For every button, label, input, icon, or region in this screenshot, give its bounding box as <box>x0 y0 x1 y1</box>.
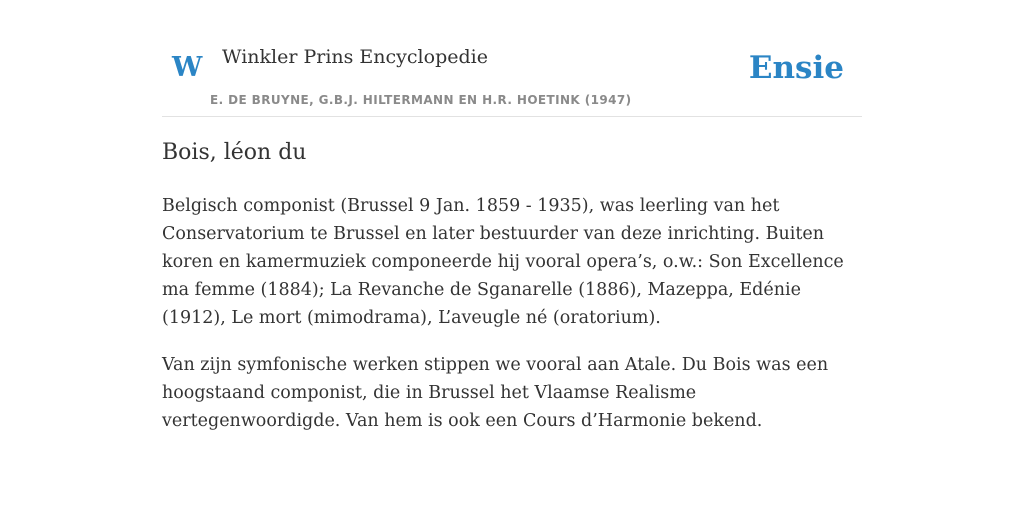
source-logo: W <box>172 52 203 83</box>
entry-body <box>162 192 862 454</box>
ensie-logo-link[interactable]: Ensie <box>748 50 844 86</box>
source-authors: E. DE BRUYNE, G.B.J. HILTERMANN EN H.R. HOETINK (1947) <box>210 93 632 107</box>
entry-paragraph: Belgisch componist (Brussel 9 Jan. 1859 - 1935), was leerling van het Conservatorium te Brussel en later bestuurder van deze inrichting. Buiten koren en kamermuziek componeerde hij vooral opera’s, o.w.: Son Excellence ma femme (1884); La Revanche de Sganarelle (1886), Mazeppa, Edénie (1912), Le mort (mimodrama), L’aveugle né (oratorium). <box>162 196 844 328</box>
source-title-link[interactable]: Winkler Prins Encyclopedie <box>222 46 488 68</box>
entry-title: Bois, léon du <box>162 140 307 165</box>
entry-paragraph: Van zijn symfonische werken stippen we vooral aan Atale. Du Bois was een hoogstaand componist, die in Brussel het Vlaamse Realisme vertegenwoordigde. Van hem is ook een Cours d’Harmonie bekend. <box>162 355 829 431</box>
source-header <box>162 36 862 117</box>
